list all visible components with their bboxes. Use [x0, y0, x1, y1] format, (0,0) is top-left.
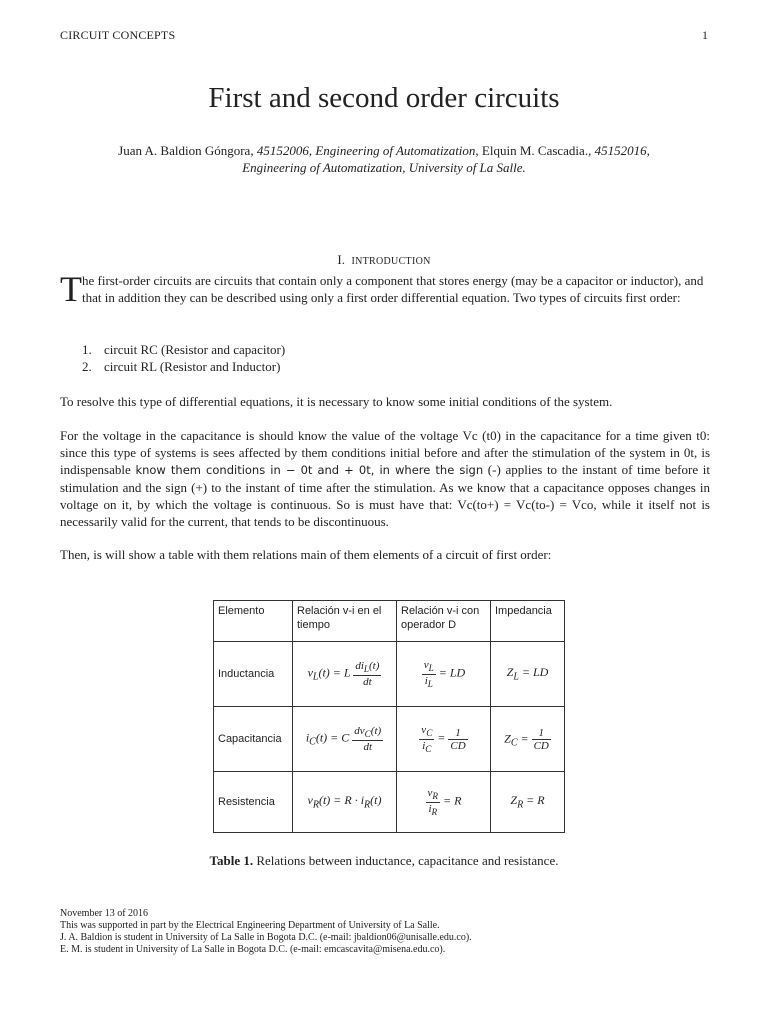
impedance: $Z_C$ = $\frac{1}{CD}$	[491, 707, 565, 772]
caption-text: Relations between inductance, capacitance and resistance.	[253, 853, 559, 868]
paragraph-capacitor-voltage	[60, 427, 710, 530]
affiliation: Engineering of Automatization, University of La Salle.	[242, 160, 526, 175]
table-row	[214, 772, 565, 833]
circuit-type-list	[82, 341, 285, 375]
table-row	[214, 707, 565, 772]
footnote-author-1: J. A. Baldion is student in University of La Salle in Bogota D.C. (e-mail: jbaldion06@unisalle.edu.co).	[60, 932, 472, 943]
relations-table	[213, 600, 565, 833]
table-header: Elemento	[214, 601, 293, 642]
running-title: CIRCUIT CONCEPTS	[60, 28, 176, 42]
section-heading	[0, 252, 768, 268]
operator-relation: $\frac{v_L}{i_L}$ = LD	[397, 642, 491, 707]
paragraph-table-intro: Then, is will show a table with them relations main of them elements of a circuit of first order:	[60, 547, 552, 562]
paragraph-initial-conditions: To resolve this type of differential equations, it is necessary to know some initial conditions of the system.	[60, 394, 613, 409]
table-row	[214, 642, 565, 707]
paper-title: First and second order circuits	[208, 82, 560, 114]
author-2-id: 45152016,	[594, 143, 650, 158]
section-number: I.	[337, 252, 345, 267]
fraction: $\frac{dv_C(t)}{dt}$	[354, 725, 382, 753]
row-label: Inductancia	[214, 642, 293, 707]
list-text: circuit RL (Resistor and Inductor)	[104, 359, 281, 374]
paragraph-part: (-) applies to the instant of time before it stimulation and the sign (+) to the instant of time after the stimulation. As we know that a capacitance opposes changes in voltage on it, by which the voltage is continuous. So is must have that: Vc(to+) = Vc(to-) = Vco, while it itself not is necessarily valid for the current, that tends to be discontinuous.	[60, 462, 710, 529]
fraction: $\frac{v_C}{i_C}$	[421, 724, 433, 754]
list-number: 2.	[82, 359, 92, 374]
fraction: $\frac{1}{CD}$	[450, 726, 466, 752]
fraction: $\frac{di_L(t)}{dt}$	[355, 660, 380, 688]
list-text: circuit RC (Resistor and capacitor)	[104, 342, 286, 357]
table-header: Impedancia	[491, 601, 565, 642]
list-number: 1.	[82, 342, 92, 357]
time-relation: $v_R(t) = R \cdot i_R(t)$	[293, 772, 397, 833]
footnote-author-2: E. M. is student in University of La Salle in Bogota D.C. (e-mail: emcascavita@misena.edu.co).	[60, 944, 446, 955]
impedance: $Z_L$ = LD	[491, 642, 565, 707]
footnote-support: This was supported in part by the Electrical Engineering Department of University of La Salle.	[60, 920, 440, 931]
author-2-name: , Elquin M. Cascadia.,	[475, 143, 595, 158]
author-1-name: Juan A. Baldion Góngora,	[118, 143, 257, 158]
footnote-date: November 13 of 2016	[60, 908, 149, 919]
intro-paragraph: he first-order circuits are circuits that contain only a component that stores energy (may be a capacitor or inductor), and that in addition they can be described using only a first order differential equation. Two types of circuits first order:	[82, 273, 704, 305]
operator-relation: $\frac{v_C}{i_C}$ = $\frac{1}{CD}$	[397, 707, 491, 772]
author-1-id: 45152006, Engineering of Automatization	[256, 143, 476, 158]
author-block	[60, 142, 708, 176]
table-header: Relación v-i con operador D	[397, 601, 491, 642]
page-number: 1	[702, 28, 708, 42]
table-header-row	[214, 601, 565, 642]
fraction: $\frac{v_R}{i_R}$	[427, 787, 439, 817]
list-item	[82, 341, 285, 358]
table-header: Relación v-i en el tiempo	[293, 601, 397, 642]
time-relation: $i_C(t) = C$ $\frac{dv_C(t)}{dt}$	[293, 707, 397, 772]
paragraph-part: For the voltage in the capacitance is should know the value of the voltage Vc (t0) in the capacitance for a time given t0: since this type of systems is sees affected by them conditions initial before and after the stimulation of the system in 0t, is indispensable	[60, 428, 710, 477]
impedance: $Z_R = R$	[491, 772, 565, 833]
fraction: $\frac{1}{CD}$	[533, 726, 549, 752]
table-caption	[0, 853, 768, 869]
footnotes	[60, 908, 472, 956]
row-label: Resistencia	[214, 772, 293, 833]
row-label: Capacitancia	[214, 707, 293, 772]
caption-label: Table 1.	[209, 853, 254, 868]
time-relation: $v_L(t) = L$ $\frac{di_L(t)}{dt}$	[293, 642, 397, 707]
section-title: INTRODUCTION	[351, 256, 431, 267]
operator-relation: $\frac{v_R}{i_R}$ = R	[397, 772, 491, 833]
paragraph-part-sans: know them conditions in − 0t and + 0t, in where the sign	[135, 463, 484, 477]
drop-cap: T	[60, 269, 82, 309]
list-item	[82, 358, 285, 375]
fraction: $\frac{v_L}{i_L}$	[423, 659, 434, 689]
